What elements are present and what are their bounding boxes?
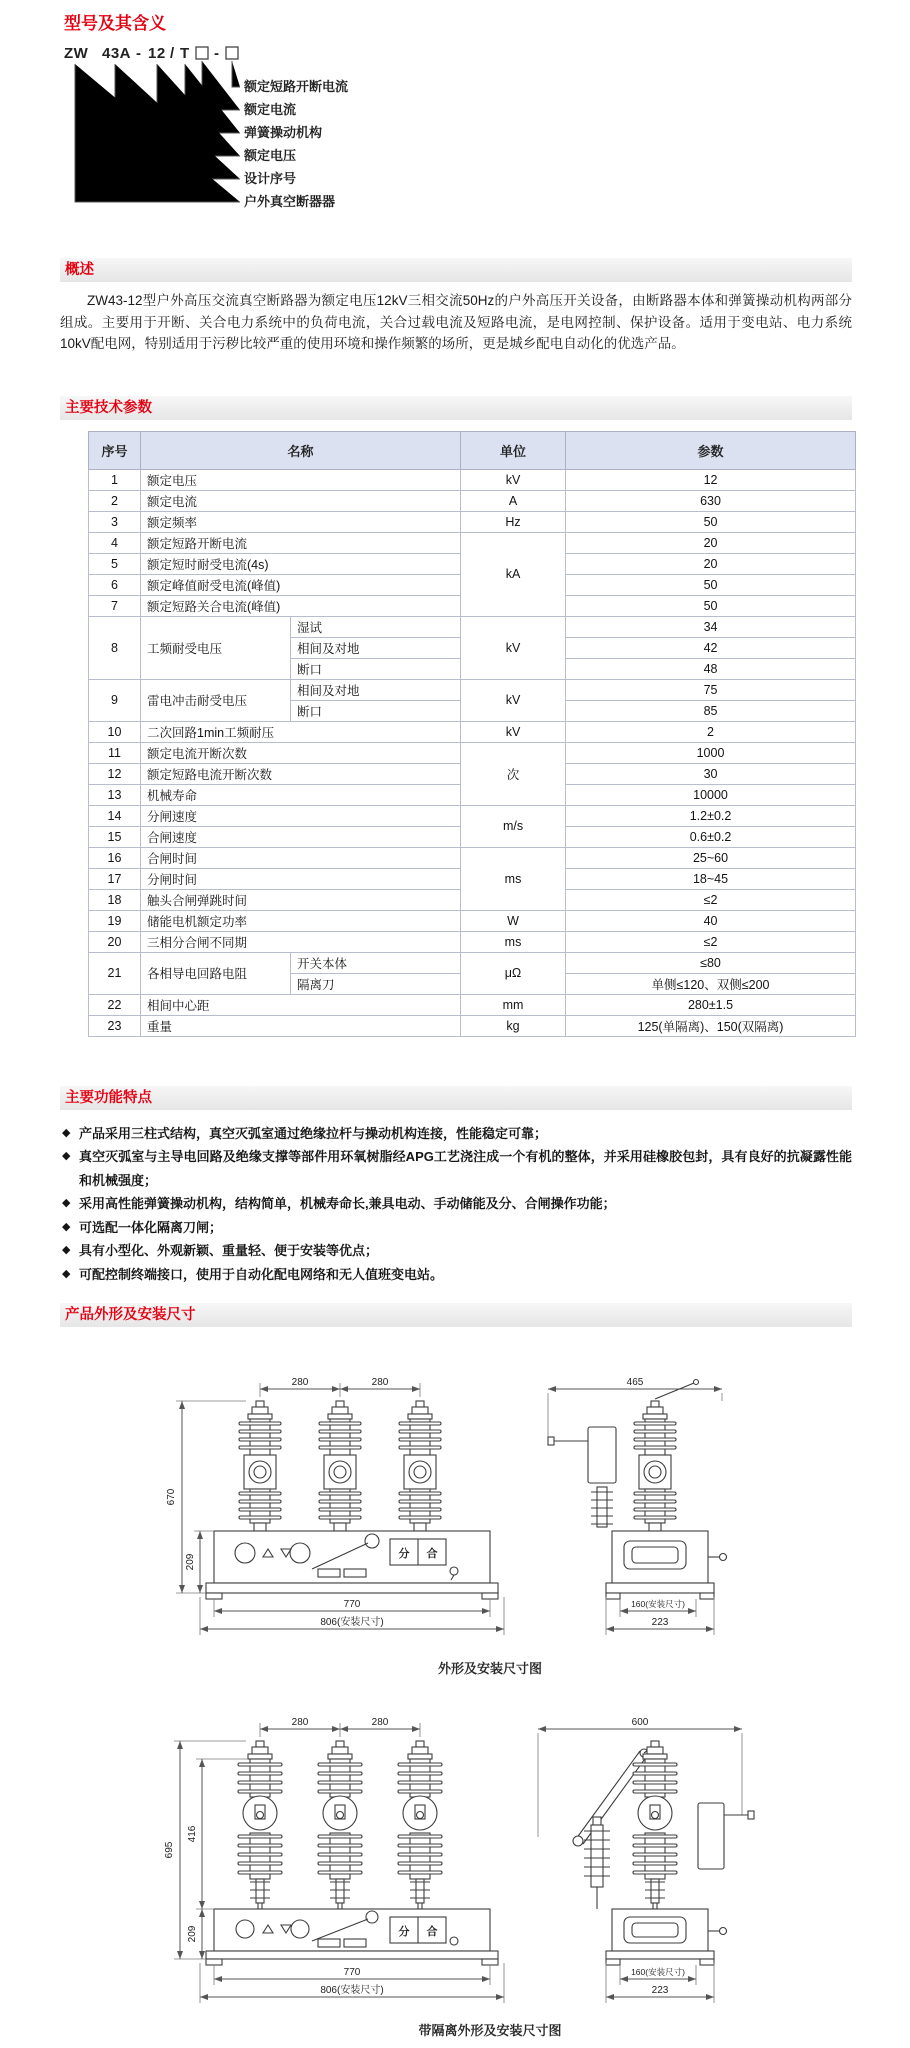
table-header-row: [89, 431, 856, 469]
col-header-no: 序号: [89, 431, 141, 469]
feature-text: 具有小型化、外观新颖、重量轻、便于安装等优点；: [79, 1243, 379, 1258]
model-code-part: -: [214, 45, 220, 62]
designation-label: 额定电流: [244, 102, 297, 117]
cell-value: 75: [566, 679, 856, 700]
cell-no: 8: [89, 616, 141, 679]
cell-value: 630: [566, 490, 856, 511]
dim-side-depth: 223: [651, 1617, 669, 1628]
cell-unit: kV: [461, 616, 566, 679]
cell-name: 相间中心距: [141, 994, 461, 1015]
col-header-unit: 单位: [461, 431, 566, 469]
pole-insulator: [238, 1741, 282, 1909]
model-code: [64, 45, 238, 62]
side-view: [538, 1717, 754, 2003]
cell-name: 重量: [141, 1015, 461, 1036]
drawing-caption: 带隔离外形及安装尺寸图: [418, 2023, 562, 2038]
table-row: [89, 679, 856, 700]
cell-value: ≤2: [566, 889, 856, 910]
cell-name: 分闸时间: [141, 868, 461, 889]
cell-name: 额定电压: [141, 469, 461, 490]
cell-no: 15: [89, 826, 141, 847]
cell-name: 工频耐受电压: [141, 616, 291, 679]
feature-text: 采用高性能弹簧操动机构，结构简单，机械寿命长,兼具电动、手动储能及分、合闸操作功能；: [79, 1196, 616, 1211]
feature-item: [62, 1145, 852, 1192]
dim-pole-pitch: 280: [291, 1377, 309, 1388]
front-view: [164, 1717, 504, 2003]
front-view: [166, 1377, 504, 1635]
cell-value: 42: [566, 637, 856, 658]
cell-name: 额定电流: [141, 490, 461, 511]
dim-total-height: 670: [166, 1488, 177, 1506]
cell-no: 11: [89, 742, 141, 763]
pole-insulator: [399, 1401, 441, 1531]
cell-value: 12: [566, 469, 856, 490]
cell-name: 合闸时间: [141, 847, 461, 868]
cell-no: 21: [89, 952, 141, 994]
dim-mount-width: 806(安装尺寸): [320, 1617, 384, 1628]
cell-name: 储能电机额定功率: [141, 910, 461, 931]
cell-unit: mm: [461, 994, 566, 1015]
section-bar-features: [60, 1086, 852, 1110]
open-indicator: 分: [398, 1926, 410, 1938]
cell-sub: 相间及对地: [291, 637, 461, 658]
feature-text: 可选配一体化隔离刀闸；: [79, 1219, 223, 1235]
cell-unit: kV: [461, 721, 566, 742]
cell-sub: 开关本体: [291, 952, 461, 973]
cell-name: 额定电流开断次数: [141, 742, 461, 763]
designation-label: 设计序号: [244, 171, 297, 186]
cell-value: 2: [566, 721, 856, 742]
cell-value: 85: [566, 700, 856, 721]
side-view: [548, 1377, 727, 1635]
table-row: [89, 742, 856, 763]
table-row: [89, 952, 856, 973]
model-code-part: ZW: [64, 45, 89, 62]
overview-paragraph: ZW43-12型户外高压交流真空断路器为额定电压12kV三相交流50Hz的户外高压开关设备，由断路器本体和弹簧操动机构两部分组成。主要用于开断、关合电力系统中的负荷电流，关合过载电流及短路电流，是电网控制、保护设备。适用于变电站、电力系统10kV配电网，特别适用于污秽比较严重的使用环境和操作频繁的场所，更是城乡配电自动化的优选产品。: [60, 293, 852, 351]
dim-side-width: 465: [626, 1377, 644, 1388]
pole-insulator: [398, 1741, 442, 1909]
outline-drawing-figure: [150, 1371, 830, 1677]
dim-base-width: 770: [343, 1599, 361, 1610]
section-title: 主要技术参数: [65, 399, 152, 416]
section-bar-overview: [60, 258, 852, 282]
designation-labels: [243, 79, 348, 209]
table-row: [89, 805, 856, 826]
cell-no: 23: [89, 1015, 141, 1036]
drawing-caption: 外形及安装尺寸图: [437, 1661, 542, 1676]
cell-unit: kA: [461, 532, 566, 616]
cell-no: 14: [89, 805, 141, 826]
cell-unit: kV: [461, 679, 566, 721]
table-row: [89, 511, 856, 532]
cell-no: 9: [89, 679, 141, 721]
feature-text: 可配控制终端接口，使用于自动化配电网络和无人值班变电站。: [79, 1266, 444, 1282]
cell-no: 18: [89, 889, 141, 910]
diamond-bullet-icon: ◆: [62, 1220, 71, 1233]
cell-value: 1000: [566, 742, 856, 763]
section-bar-dimensions: [60, 1303, 852, 1327]
cell-value: 1.2±0.2: [566, 805, 856, 826]
designation-label: 弹簧操动机构: [244, 125, 323, 140]
table-row: [89, 1015, 856, 1036]
features-list: [62, 1122, 852, 1287]
cell-name: 合闸速度: [141, 826, 461, 847]
model-code-part: /: [170, 45, 175, 62]
dim-side-mount: 160(安装尺寸): [631, 1599, 685, 1609]
cell-sub: 隔离刀: [291, 973, 461, 994]
table-row: [89, 931, 856, 952]
dim-base-height: 209: [185, 1553, 196, 1571]
cell-sub: 断口: [291, 700, 461, 721]
close-indicator: 合: [426, 1548, 438, 1560]
col-header-value: 参数: [566, 431, 856, 469]
mechanism-base: [206, 1531, 498, 1599]
cell-value: ≤2: [566, 931, 856, 952]
cell-unit: W: [461, 910, 566, 931]
diamond-bullet-icon: ◆: [62, 1244, 71, 1256]
pole-insulator: [319, 1401, 361, 1531]
cell-value: 20: [566, 532, 856, 553]
cell-value: 10000: [566, 784, 856, 805]
cell-unit: kg: [461, 1015, 566, 1036]
dim-pole-pitch: 280: [371, 1377, 389, 1388]
designation-label: 户外真空断器器: [244, 194, 336, 209]
placeholder-box-icon: [196, 47, 208, 59]
model-code-part: T: [180, 45, 190, 62]
dim-side-width: 600: [631, 1717, 649, 1728]
cell-value: 25~60: [566, 847, 856, 868]
cell-no: 3: [89, 511, 141, 532]
section-title: 产品外形及安装尺寸: [65, 1307, 196, 1323]
dim-pole-height: 416: [187, 1825, 198, 1843]
pole-insulator: [633, 1741, 677, 1909]
page-title: 型号及其含义: [64, 14, 166, 33]
cell-no: 17: [89, 868, 141, 889]
dim-pole-pitch: 280: [371, 1717, 389, 1728]
section-bar-parameters: [60, 396, 852, 420]
diamond-bullet-icon: ◆: [62, 1126, 71, 1139]
designation-label: 额定短路开断电流: [244, 79, 349, 94]
cell-unit: Hz: [461, 511, 566, 532]
cell-name: 额定频率: [141, 511, 461, 532]
diamond-bullet-icon: ◆: [62, 1267, 71, 1280]
diamond-bullet-icon: ◆: [62, 1150, 71, 1162]
parameters-table-body: [89, 469, 856, 1036]
cell-name: 额定短路电流开断次数: [141, 763, 461, 784]
pole-insulator: [239, 1401, 281, 1531]
cell-no: 12: [89, 763, 141, 784]
col-header-name: 名称: [141, 431, 461, 469]
cell-no: 19: [89, 910, 141, 931]
cell-value: 40: [566, 910, 856, 931]
cell-no: 13: [89, 784, 141, 805]
designation-label: 额定电压: [244, 148, 297, 163]
parameters-table: [88, 431, 856, 1037]
table-row: [89, 532, 856, 553]
cell-name: 额定短路关合电流(峰值): [141, 595, 461, 616]
cell-value: 50: [566, 511, 856, 532]
cell-value: 18~45: [566, 868, 856, 889]
table-row: [89, 469, 856, 490]
cell-no: 6: [89, 574, 141, 595]
mechanism-base: [206, 1909, 498, 1965]
feature-item: [62, 1239, 852, 1263]
designation-connectors: [75, 61, 240, 202]
model-code-part: 43A: [102, 45, 132, 62]
diamond-bullet-icon: ◆: [62, 1197, 71, 1209]
cell-no: 7: [89, 595, 141, 616]
cell-no: 2: [89, 490, 141, 511]
cell-value: 0.6±0.2: [566, 826, 856, 847]
model-code-part: -: [136, 45, 142, 62]
cell-unit: 次: [461, 742, 566, 805]
dim-base-width: 770: [343, 1967, 361, 1978]
close-indicator: 合: [426, 1926, 438, 1938]
cell-unit: A: [461, 490, 566, 511]
cell-name: 触头合闸弹跳时间: [141, 889, 461, 910]
cell-value: ≤80: [566, 952, 856, 973]
table-row: [89, 721, 856, 742]
table-row: [89, 847, 856, 868]
cell-name: 各相导电回路电阻: [141, 952, 291, 994]
dim-side-depth: 223: [651, 1985, 669, 1996]
section-title: 概述: [65, 262, 94, 278]
cell-unit: μΩ: [461, 952, 566, 994]
cell-value: 125(单隔离)、150(双隔离): [566, 1015, 856, 1036]
cell-no: 4: [89, 532, 141, 553]
cell-name: 三相分合闸不同期: [141, 931, 461, 952]
cell-name: 机械寿命: [141, 784, 461, 805]
cell-no: 20: [89, 931, 141, 952]
cell-no: 5: [89, 553, 141, 574]
cell-no: 10: [89, 721, 141, 742]
cell-value: 50: [566, 595, 856, 616]
outline-drawing-svg: [150, 1371, 830, 1641]
feature-text: 产品采用三柱式结构，真空灭弧室通过绝缘拉杆与操动机构连接，性能稳定可靠；: [79, 1125, 548, 1141]
cell-value: 50: [566, 574, 856, 595]
isolator-drawing-svg: [150, 1707, 830, 2007]
cell-name: 额定短路开断电流: [141, 532, 461, 553]
cell-value: 单侧≤120、双侧≤200: [566, 973, 856, 994]
section-title: 主要功能特点: [65, 1089, 152, 1106]
dim-pole-pitch: 280: [291, 1717, 309, 1728]
cell-name: 分闸速度: [141, 805, 461, 826]
cell-sub: 相间及对地: [291, 679, 461, 700]
model-code-part: 12: [148, 45, 166, 62]
cell-value: 20: [566, 553, 856, 574]
cell-sub: 断口: [291, 658, 461, 679]
feature-item: [62, 1216, 852, 1240]
placeholder-box-icon: [226, 47, 238, 59]
cell-name: 额定峰值耐受电流(峰值): [141, 574, 461, 595]
feature-item: [62, 1122, 852, 1146]
dim-base-height: 209: [187, 1925, 198, 1943]
cell-name: 额定短时耐受电流(4s): [141, 553, 461, 574]
pole-insulator: [634, 1401, 676, 1531]
cell-value: 30: [566, 763, 856, 784]
dim-mount-width: 806(安装尺寸): [320, 1985, 384, 1996]
dim-side-mount: 160(安装尺寸): [631, 1967, 685, 1977]
table-row: [89, 910, 856, 931]
cell-name: 雷电冲击耐受电压: [141, 679, 291, 721]
cell-no: 16: [89, 847, 141, 868]
cell-name: 二次回路1min工频耐压: [141, 721, 461, 742]
feature-text: 真空灭弧室与主导电回路及绝缘支撑等部件用环氧树脂经APG工艺浇注成一个有机的整体，并采用硅橡胶包封，具有良好的抗凝露性能和机械强度；: [79, 1149, 852, 1188]
cell-value: 34: [566, 616, 856, 637]
cell-value: 280±1.5: [566, 994, 856, 1015]
pole-insulator: [318, 1741, 362, 1909]
cell-no: 22: [89, 994, 141, 1015]
cell-unit: ms: [461, 847, 566, 910]
cell-no: 1: [89, 469, 141, 490]
cell-unit: ms: [461, 931, 566, 952]
model-designation-diagram: [64, 42, 524, 214]
isolator-drawing-figure: [150, 1707, 830, 2039]
open-indicator: 分: [398, 1548, 410, 1560]
cell-sub: 湿试: [291, 616, 461, 637]
table-row: [89, 994, 856, 1015]
table-row: [89, 490, 856, 511]
cell-unit: kV: [461, 469, 566, 490]
feature-item: [62, 1192, 852, 1216]
cell-unit: m/s: [461, 805, 566, 847]
cell-value: 48: [566, 658, 856, 679]
dim-total-height: 695: [164, 1841, 175, 1859]
table-row: [89, 616, 856, 637]
feature-item: [62, 1263, 852, 1287]
